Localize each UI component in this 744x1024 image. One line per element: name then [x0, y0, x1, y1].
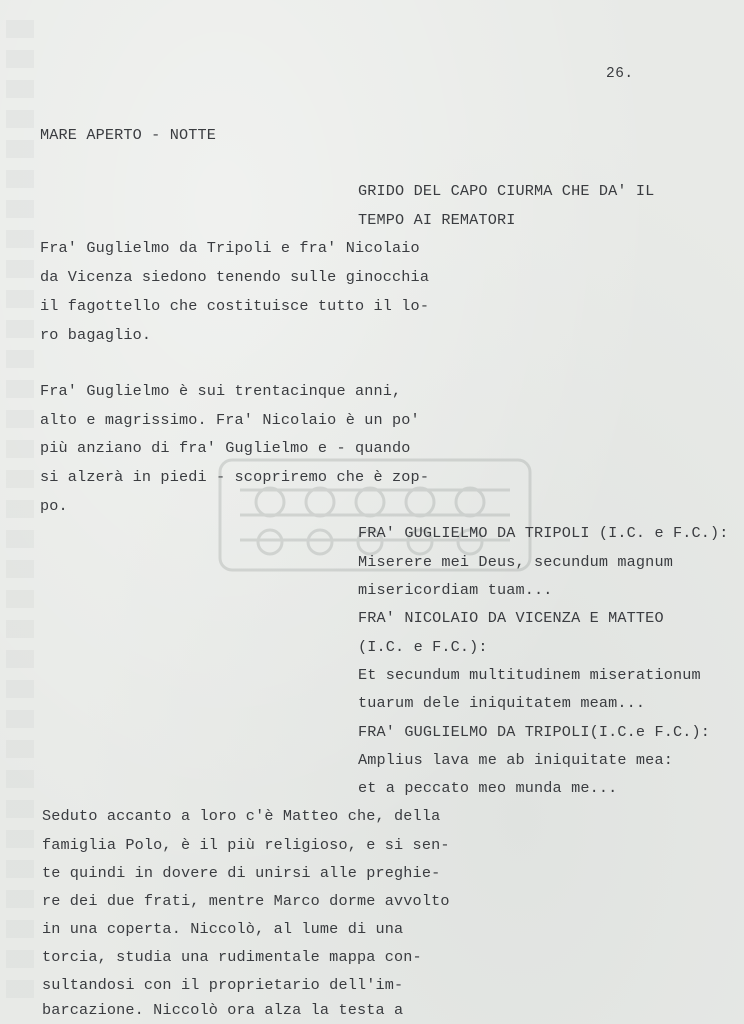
action-line: te quindi in dovere di unirsi alle preghie-	[42, 864, 441, 882]
dialogue-line: Amplius lava me ab iniquitate mea:	[358, 751, 673, 769]
dialogue-line: Miserere mei Deus, secundum magnum	[358, 553, 673, 571]
dialogue-character: FRA' NICOLAIO DA VICENZA E MATTEO	[358, 609, 664, 627]
dialogue-line: Et secundum multitudinem miserationum	[358, 666, 701, 684]
action-line: alto e magrissimo. Fra' Nicolaio è un po'	[40, 411, 420, 429]
action-line: po.	[40, 497, 68, 515]
action-line: da Vicenza siedono tenendo sulle ginocchia	[40, 268, 430, 286]
dialogue-line: misericordiam tuam...	[358, 581, 553, 599]
action-line: sultandosi con il proprietario dell'im-	[42, 976, 404, 994]
dialogue-character: FRA' GUGLIELMO DA TRIPOLI (I.C. e F.C.):	[358, 524, 729, 542]
action-line: re dei due frati, mentre Marco dorme avvolto	[42, 892, 450, 910]
action-line: Fra' Guglielmo è sui trentacinque anni,	[40, 382, 402, 400]
action-line: in una coperta. Niccolò, al lume di una	[42, 920, 404, 938]
action-line: torcia, studia una rudimentale mappa con-	[42, 948, 422, 966]
dialogue-line: et a peccato meo munda me...	[358, 779, 618, 797]
action-line: il fagottello che costituisce tutto il lo-	[40, 297, 430, 315]
action-line: Seduto accanto a loro c'è Matteo che, della	[42, 807, 441, 825]
action-line: ro bagaglio.	[40, 326, 152, 344]
sound-cue-line: GRIDO DEL CAPO CIURMA CHE DA' IL	[358, 182, 655, 200]
action-line: si alzerà in piedi - scopriremo che è zop-	[40, 468, 430, 486]
dialogue-parenthetical: (I.C. e F.C.):	[358, 638, 488, 656]
dialogue-line: tuarum dele iniquitatem meam...	[358, 694, 646, 712]
action-line: famiglia Polo, è il più religioso, e si sen-	[42, 836, 450, 854]
sound-cue-line: TEMPO AI REMATORI	[358, 211, 516, 229]
action-line: più anziano di fra' Guglielmo e - quando	[40, 439, 411, 457]
action-line: Fra' Guglielmo da Tripoli e fra' Nicolaio	[40, 239, 420, 257]
scene-heading: MARE APERTO - NOTTE	[40, 126, 217, 144]
action-line: barcazione. Niccolò ora alza la testa a	[42, 1001, 404, 1019]
page-number: 26.	[606, 66, 634, 82]
dialogue-character: FRA' GUGLIELMO DA TRIPOLI(I.C.e F.C.):	[358, 723, 711, 741]
page-edge-shadow	[6, 20, 34, 1010]
